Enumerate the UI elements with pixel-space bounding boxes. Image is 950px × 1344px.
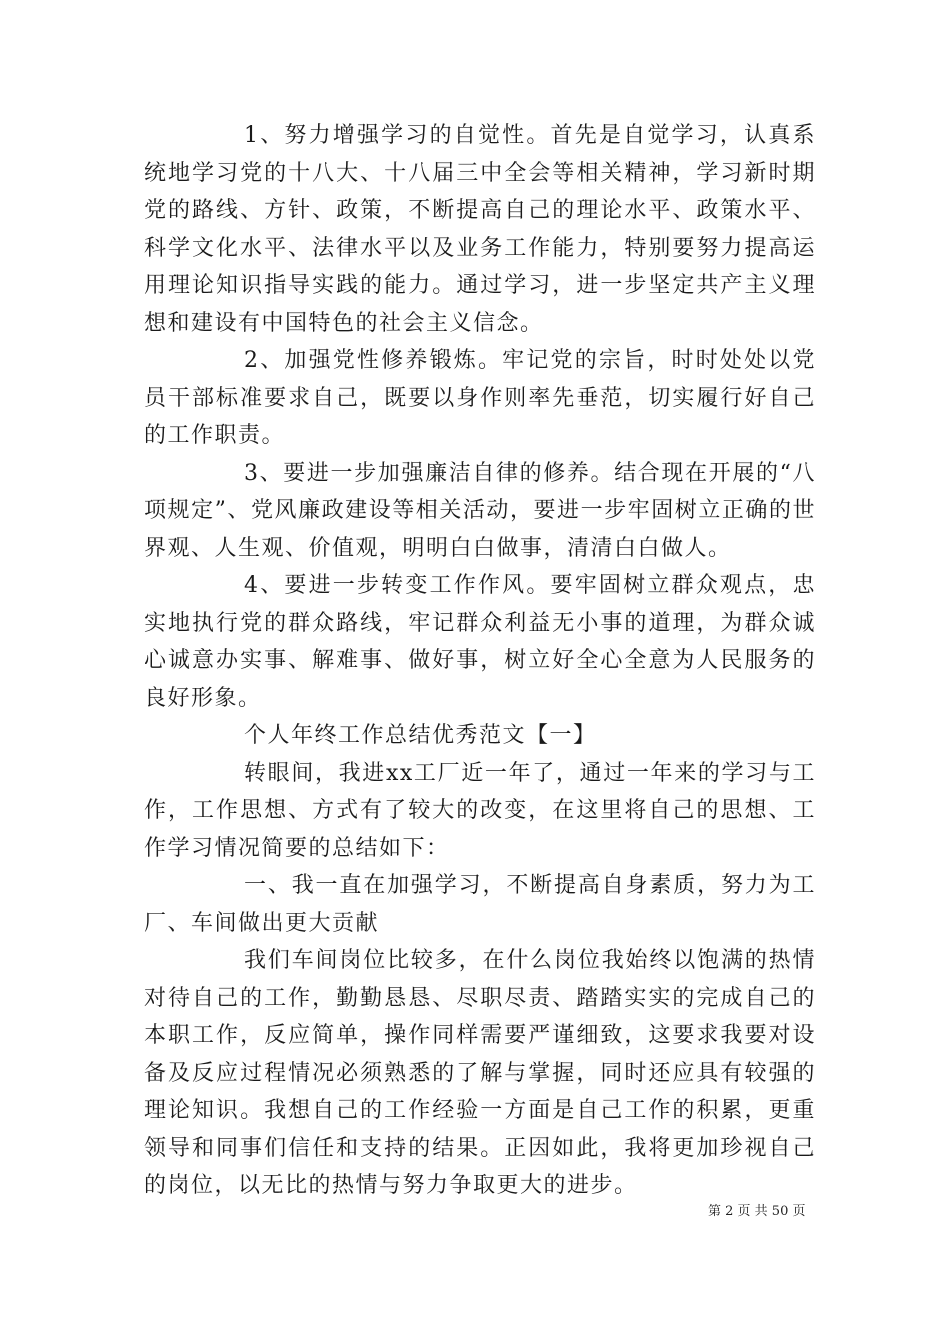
- paragraph-workshop: 我们车间岗位比较多，在什么岗位我始终以饱满的热情对待自己的工作，勤勤恳恳、尽职尽责、踏踏实实的完成自己的本职工作，反应简单，操作同样需要严谨细致，这要求我要对设备及反应过程情况必须熟悉的了解与掌握，同时还应具有较强的理论知识。我想自己的工作经验一方面是自己工作的积累，更重领导和同事们信任和支持的结果。正因如此，我将更加珍视自己的岗位，以无比的热情与努力争取更大的进步。: [144, 948, 816, 1198]
- page-number: 第 2 页 共 50 页: [708, 1204, 806, 1219]
- paragraph-point-one: 一、我一直在加强学习，不断提高自身素质，努力为工厂、车间做出更大贡献: [144, 873, 816, 936]
- paragraph-integrity: 3、要进一步加强廉洁自律的修养。结合现在开展的“八项规定”、党风廉政建设等相关活动，要进一步牢固树立正确的世界观、人生观、价值观，明明白白做事，清清白白做人。: [144, 460, 816, 561]
- paragraph-party-spirit: 2、加强党性修养锻炼。牢记党的宗旨，时时处处以党员干部标准要求自己，既要以身作则率先垂范，切实履行好自己的工作职责。: [144, 348, 816, 448]
- paragraph-study: 1、努力增强学习的自觉性。首先是自觉学习，认真系统地学习党的十八大、十八届三中全会等相关精神，学习新时期党的路线、方针、政策，不断提高自己的理论水平、政策水平、科学文化水平、法律水平以及业务工作能力，特别要努力提高运用理论知识指导实践的能力。通过学习，进一步坚定共产主义理想和建设有中国特色的社会主义信念。: [144, 123, 816, 336]
- paragraph-work-style: 4、要进一步转变工作作风。要牢固树立群众观点，忠实地执行党的群众路线，牢记群众利益无小事的道理，为群众诚心诚意办实事、解难事、做好事，树立好全心全意为人民服务的良好形象。: [144, 573, 816, 711]
- section-heading: 个人年终工作总结优秀范文【一】: [244, 723, 597, 748]
- paragraph-intro: 转眼间，我进xx工厂近一年了，通过一年来的学习与工作，工作思想、方式有了较大的改变，在这里将自己的思想、工作学习情况简要的总结如下：: [144, 760, 816, 861]
- document-body: [144, 117, 816, 1205]
